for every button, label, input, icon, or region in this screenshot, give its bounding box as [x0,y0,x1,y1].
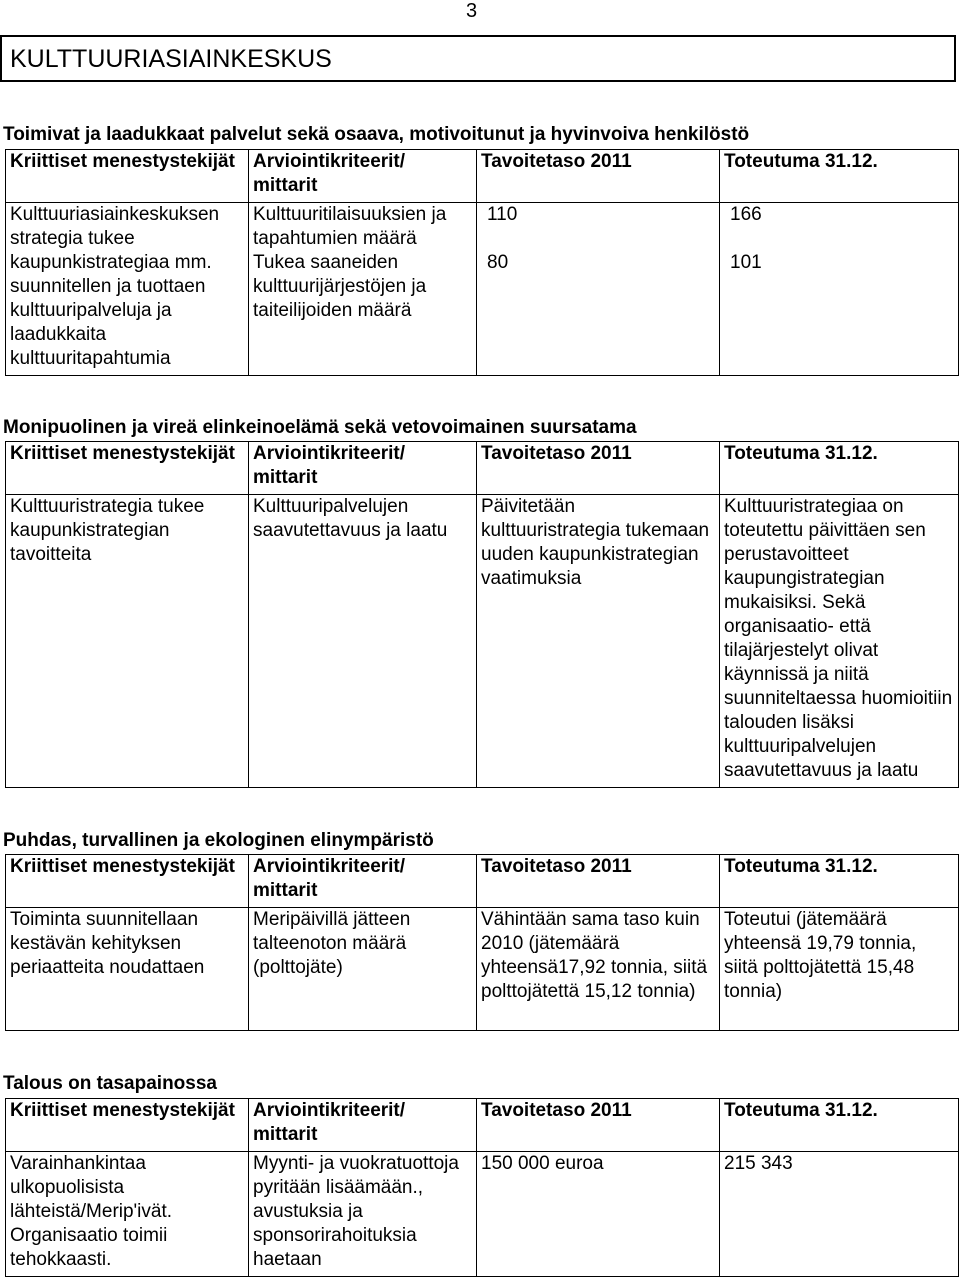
header-critical-factors: Kriittiset menestystekijät [6,442,249,495]
critical-factor-cell: Toiminta suunnitellaan kestävän kehityksen periaatteita noudattaen [6,908,249,1031]
realization-value: 166 [730,204,762,225]
header-criteria: Arviointikriteerit/ mittarit [249,1099,477,1152]
table-row [6,1152,959,1277]
table-header-row [6,1099,959,1152]
realization-value: 101 [730,252,762,273]
section-heading: Toimivat ja laadukkaat palvelut sekä osaava, motivoitunut ja hyvinvoiva henkilöstö [3,124,750,145]
header-criteria: Arviointikriteerit/ mittarit [249,442,477,495]
header-realization: Toteutuma 31.12. [720,442,959,495]
table-row [6,203,959,376]
header-criteria: Arviointikriteerit/ mittarit [249,150,477,203]
goal-table [5,854,959,1031]
header-critical-factors: Kriittiset menestystekijät [6,1099,249,1152]
critical-factor-cell: Varainhankintaa ulkopuolisista lähteistä/Merip'ivät. Organisaatio toimii tehokkaasti. [6,1152,249,1277]
page-title: KULTTUURIASIAINKESKUS [0,35,956,82]
goal-table [5,1098,959,1277]
section-heading: Puhdas, turvallinen ja ekologinen elinympäristö [3,830,434,851]
criteria-item: Kulttuuritilaisuuksien ja tapahtumien määrä [253,204,447,249]
header-target-level: Tavoitetaso 2011 [477,855,720,908]
page-number: 3 [466,0,478,22]
target-cell: 150 000 euroa [477,1152,720,1277]
header-realization: Toteutuma 31.12. [720,150,959,203]
critical-factor-cell: Kulttuuriasiainkeskuksen strategia tukee kaupunkistrategiaa mm. suunnitellen ja tuottaen kulttuuripalveluja ja laadukkaita kulttuuritapahtumia [6,203,249,376]
realization-cell: 215 343 [720,1152,959,1277]
target-cell: Vähintään sama taso kuin 2010 (jätemäärä yhteensä17,92 tonnia, siitä polttojätettä 15,12 tonnia) [477,908,720,1031]
critical-factor-cell: Kulttuuristrategia tukee kaupunkistrategian tavoitteita [6,495,249,788]
table-row [6,495,959,788]
header-realization: Toteutuma 31.12. [720,1099,959,1152]
target-value: 110 [487,204,518,225]
realization-cell: Toteutui (jätemäärä yhteensä 19,79 tonnia, siitä polttojätettä 15,48 tonnia) [720,908,959,1031]
goal-table [5,149,959,376]
criteria-cell: Meripäivillä jätteen talteenoton määrä (polttojäte) [249,908,477,1031]
table-row [6,908,959,1031]
header-criteria: Arviointikriteerit/ mittarit [249,855,477,908]
target-cell [477,203,720,376]
criteria-cell [249,203,477,376]
section-heading: Talous on tasapainossa [3,1073,217,1094]
header-target-level: Tavoitetaso 2011 [477,442,720,495]
target-cell: Päivitetään kulttuuristrategia tukemaan uuden kaupunkistrategian vaatimuksia [477,495,720,788]
realization-cell [720,203,959,376]
section-heading: Monipuolinen ja vireä elinkeinoelämä sekä vetovoimainen suursatama [3,417,637,438]
header-critical-factors: Kriittiset menestystekijät [6,150,249,203]
criteria-cell: Myynti- ja vuokratuottoja pyritään lisäämään., avustuksia ja sponsorirahoituksia haetaan [249,1152,477,1277]
criteria-item: Tukea saaneiden kulttuurijärjestöjen ja taiteilijoiden määrä [253,252,427,321]
table-header-row [6,442,959,495]
criteria-cell: Kulttuuripalvelujen saavutettavuus ja laatu [249,495,477,788]
header-target-level: Tavoitetaso 2011 [477,1099,720,1152]
table-header-row [6,150,959,203]
header-target-level: Tavoitetaso 2011 [477,150,720,203]
target-value: 80 [487,252,509,273]
header-realization: Toteutuma 31.12. [720,855,959,908]
table-header-row [6,855,959,908]
header-critical-factors: Kriittiset menestystekijät [6,855,249,908]
goal-table [5,441,959,788]
realization-cell: Kulttuuristrategiaa on toteutettu päivittäen sen perustavoitteet kaupungistrategian mukaisiksi. Sekä organisaatio- että tilajärjestelyt olivat käynnissä ja niitä suunniteltaessa huomioitiin talouden lisäksi kulttuuripalvelujen saavutettavuus ja laatu [720,495,959,788]
